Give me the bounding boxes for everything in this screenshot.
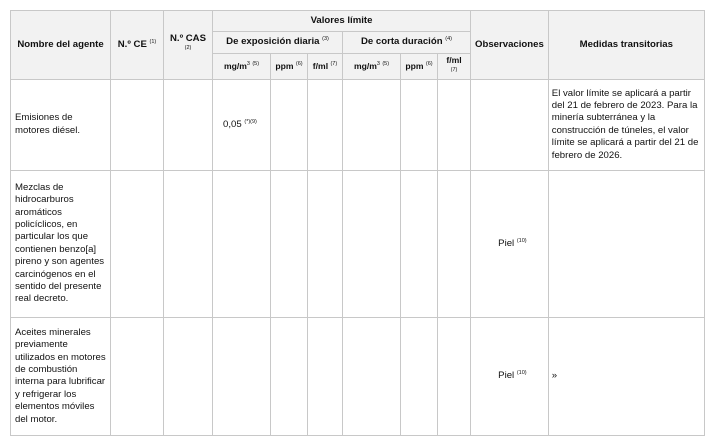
limit-values-table (10, 10, 705, 436)
short-fml-cell (438, 170, 471, 317)
cas-cell (164, 79, 213, 170)
header-daily-mgm3: $mg/m^3$ $^{(5)}$ (213, 54, 271, 80)
header-agent-name: Nombre del agente (11, 11, 111, 80)
short-fml-cell (438, 317, 471, 435)
medidas-cell (548, 170, 704, 317)
short-ppm-cell (401, 79, 438, 170)
medidas-cell: El valor límite se aplicará a partir del 21 de febrero de 2023. Para la minería subterránea y la construcción de túneles, el valor límite se aplicará a partir del 21 de febrero de 2026. (548, 79, 704, 170)
agent-name-cell: Emisiones de motores diésel. (11, 79, 111, 170)
header-daily-ppm: ppm $^{(6)}$ (271, 54, 308, 80)
header-daily-fml: f/ml $^{(7)}$ (308, 54, 343, 80)
table-row (11, 170, 705, 317)
short-mgm3-cell (343, 79, 401, 170)
short-mgm3-cell (343, 317, 401, 435)
observaciones-cell (471, 79, 549, 170)
header-short-ppm: ppm $^{(6)}$ (401, 54, 438, 80)
header-short-duration: De corta duración $^{(4)}$ (343, 32, 471, 54)
table-row (11, 317, 705, 435)
observaciones-cell: Piel $^{(10)}$ (471, 317, 549, 435)
header-observaciones: Observaciones (471, 11, 549, 80)
daily-mgm3-cell (213, 170, 271, 317)
daily-fml-cell (308, 79, 343, 170)
agent-name-cell: Mezclas de hidrocarburos aromáticos policíclicos, en particular los que contienen benzo[a] pireno y son agentes carcinógenos en el sentido del presente real decreto. (11, 170, 111, 317)
daily-mgm3-cell (213, 317, 271, 435)
header-row-1 (11, 11, 705, 32)
daily-ppm-cell (271, 317, 308, 435)
table-row (11, 79, 705, 170)
ce-cell (111, 317, 164, 435)
ce-cell (111, 79, 164, 170)
short-fml-cell (438, 79, 471, 170)
header-ce-number: N.º CE $^{(1)}$ (111, 11, 164, 80)
header-limit-values: Valores límite (213, 11, 471, 32)
agent-name-cell: Aceites minerales previamente utilizados en motores de combustión interna para lubrificar y refrigerar los elementos móviles del motor. (11, 317, 111, 435)
short-ppm-cell (401, 170, 438, 317)
short-ppm-cell (401, 317, 438, 435)
daily-ppm-cell (271, 79, 308, 170)
cas-cell (164, 317, 213, 435)
limit-values-table-container (10, 10, 705, 436)
daily-mgm3-cell: 0,05 $^{(*)(9)}$ (213, 79, 271, 170)
short-mgm3-cell (343, 170, 401, 317)
header-short-fml: f/ml $^{(7)}$ (438, 54, 471, 80)
medidas-cell: » (548, 317, 704, 435)
daily-ppm-cell (271, 170, 308, 317)
header-cas-number: N.º CAS $^{(2)}$ (164, 11, 213, 80)
cas-cell (164, 170, 213, 317)
ce-cell (111, 170, 164, 317)
header-daily-exposure: De exposición diaria $^{(3)}$ (213, 32, 343, 54)
observaciones-cell: Piel $^{(10)}$ (471, 170, 549, 317)
daily-fml-cell (308, 317, 343, 435)
header-short-mgm3: $mg/m^3$ $^{(5)}$ (343, 54, 401, 80)
daily-fml-cell (308, 170, 343, 317)
header-medidas-transitorias: Medidas transitorias (548, 11, 704, 80)
